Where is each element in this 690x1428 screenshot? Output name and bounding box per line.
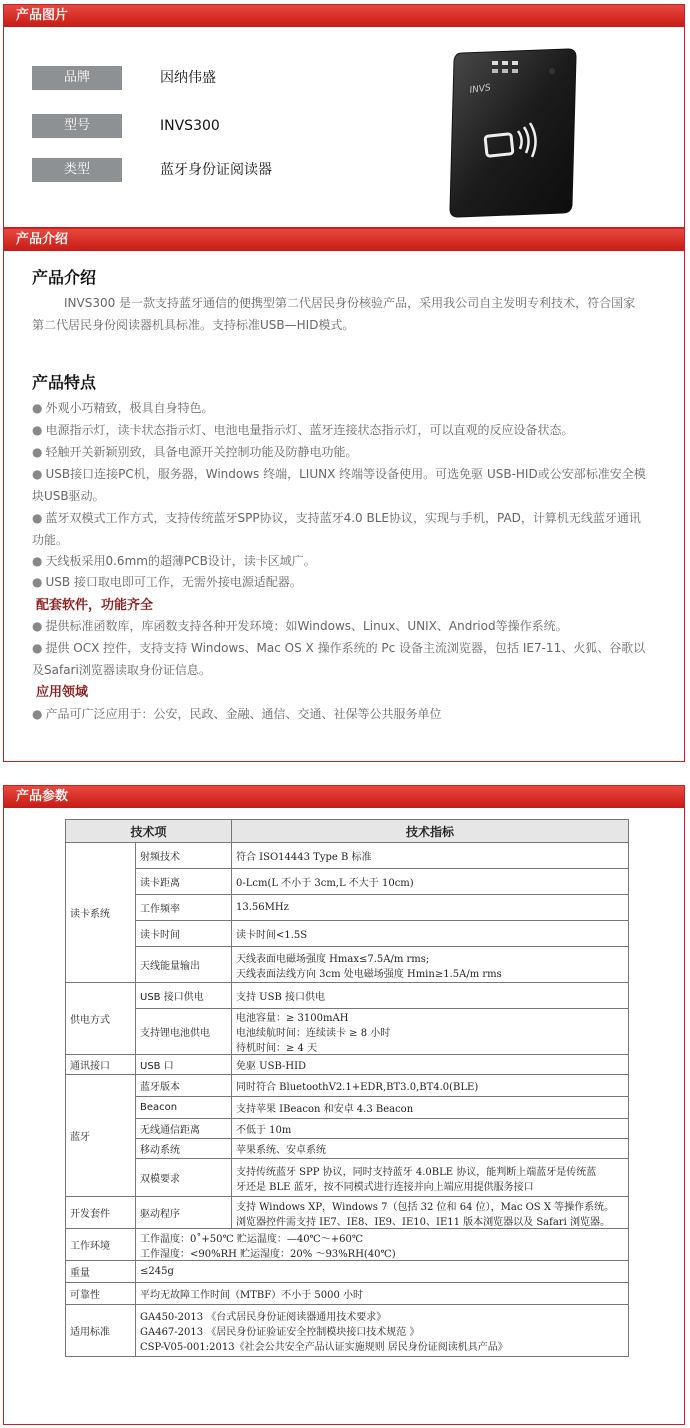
row-category: 重量	[66, 1261, 136, 1283]
feature-text: 天线板采用0.6mm的超薄PCB设计，读卡区域广。	[45, 554, 316, 568]
spec-value: 蓝牙身份证阅读器	[160, 162, 272, 178]
feature-text: 外观小巧精致，极具自身特色。	[45, 401, 214, 415]
feature-text: USB 接口取电即可工作，无需外接电源适配器。	[45, 575, 302, 589]
panel-title: 产品图片	[4, 5, 684, 27]
spec-table-body	[66, 843, 629, 1357]
value-line: 浏览器控件需支持 IE7、IE8、IE9、IE10、IE11 版本浏览器以及 Safari 浏览器。	[236, 1216, 610, 1228]
software-text: 提供 OCX 控件，支持支持 Windows、Mac OS X 操作系统的 Pc 设备主流浏览器，包括 IE7-11、火狐、谷歌以及Safari浏览器读取身份证信息。	[32, 641, 646, 677]
table-row	[66, 1055, 629, 1075]
spec-value: 因纳伟盛	[160, 70, 216, 86]
feature-text: 轻触开关新颖别致，具备电源开关控制功能及防静电功能。	[45, 445, 358, 459]
spec-label: 类型	[32, 158, 122, 182]
software-item: ● 提供 OCX 控件，支持支持 Windows、Mac OS X 操作系统的 Pc 设备主流浏览器，包括 IE7-11、火狐、谷歌以及Safari浏览器读取身份证信息。	[32, 641, 646, 677]
application-heading: 应用领域	[36, 685, 89, 700]
value-line: CSP-V05-001:2013《社会公共安全产品认证实施规则 居民身份证阅读机具产品》	[140, 1342, 508, 1353]
row-item: 双模要求	[136, 1159, 232, 1197]
feature-text: 蓝牙双模式工作方式，支持传统蓝牙SPP协议，支持蓝牙4.0 BLE协议，实现与手机，PAD，计算机无线蓝牙通讯功能。	[32, 511, 641, 547]
spec-label: 型号	[32, 114, 122, 138]
row-value	[232, 895, 629, 921]
value-line: 支持 USB 接口供电	[236, 992, 325, 1003]
row-value	[232, 1197, 629, 1229]
row-category: 可靠性	[66, 1283, 136, 1305]
col-header: 技术指标	[232, 820, 629, 843]
row-category: 开发套件	[66, 1197, 136, 1229]
value-line: 天线表面电磁场强度 Hmax≤7.5A/m rms;	[236, 953, 430, 965]
software-text: 提供标准函数库，库函数支持各种开发环境：如Windows、Linux、UNIX、Andriod等操作系统。	[45, 619, 568, 633]
row-value	[232, 869, 629, 895]
row-value	[232, 843, 629, 869]
value-line: 读卡时间<1.5S	[236, 930, 308, 941]
row-item: 支持锂电池供电	[136, 1009, 232, 1055]
application-text: 产品可广泛应用于：公安，民政、金融、通信、交通、社保等公共服务单位	[45, 707, 442, 721]
row-value	[136, 1305, 629, 1357]
intro-text-content: INVS300 是一款支持蓝牙通信的便携型第二代居民身份核验产品，采用我公司自主发明专利技术，符合国家第二代居民身份阅读器机具标准。支持标准USB—HID模式。	[32, 296, 636, 332]
row-item: 读卡时间	[136, 921, 232, 947]
feature-text: USB接口连接PC机，服务器，Windows 终端，LIUNX 终端等设备使用。可选免驱 USB-HID或公安部标准安全模块USB驱动。	[32, 467, 646, 503]
row-category: 供电方式	[66, 983, 136, 1055]
table-row	[66, 1119, 629, 1139]
value-line: 牙还是 BLE 蓝牙，按不同模式进行连接并向上端应用提供服务接口	[236, 1181, 534, 1193]
row-item: 蓝牙版本	[136, 1075, 232, 1097]
value-line: 免驱 USB-HID	[236, 1061, 307, 1072]
row-item: USB 接口供电	[136, 983, 232, 1009]
row-value	[136, 1283, 629, 1305]
value-line: 支持传统蓝牙 SPP 协议，同时支持蓝牙 4.0BLE 协议，能判断上端蓝牙是传统蓝	[236, 1166, 597, 1178]
row-value	[232, 947, 629, 983]
software-item: ● 提供标准函数库，库函数支持各种开发环境：如Windows、Linux、UNIX、Andriod等操作系统。	[32, 619, 568, 633]
row-category: 读卡系统	[66, 843, 136, 983]
table-row	[66, 869, 629, 895]
software-heading: 配套软件，功能齐全	[36, 598, 154, 613]
row-value	[232, 1119, 629, 1139]
row-item: Beacon	[136, 1097, 232, 1119]
value-line: 支持苹果 IBeacon 和安卓 4.3 Beacon	[236, 1104, 414, 1115]
table-row	[66, 843, 629, 869]
value-line: 电池续航时间：连续读卡 ≥ 8 小时	[236, 1028, 391, 1039]
value-line: 符合 ISO14443 Type B 标准	[236, 852, 372, 863]
value-line: GA450-2013 《台式居民身份证阅读器通用技术要求》	[140, 1312, 387, 1323]
value-line: 同时符合 BluetoothV2.1+EDR,BT3.0,BT4.0(BLE)	[236, 1082, 479, 1093]
row-value	[136, 1229, 629, 1261]
table-row	[66, 1075, 629, 1097]
table-row	[66, 1197, 629, 1229]
row-value	[232, 1097, 629, 1119]
row-value	[232, 1075, 629, 1097]
value-line: 不低于 10m	[236, 1125, 292, 1136]
table-header-row	[66, 820, 629, 843]
value-line: 待机时间：≥ 4 天	[236, 1043, 318, 1054]
value-line: 天线表面法线方向 3cm 处电磁场强度 Hmin≥1.5A/m rms	[236, 968, 502, 980]
features-heading: 产品特点	[32, 373, 97, 392]
value-line: GA467-2013 《居民身份证验证安全控制模块接口技术规范 》	[140, 1327, 420, 1338]
table-row	[66, 1283, 629, 1305]
table-row	[66, 895, 629, 921]
value-line: 电池容量：≥ 3100mAH	[236, 1013, 349, 1024]
table-row	[66, 1097, 629, 1119]
panel-title: 产品介绍	[4, 229, 684, 251]
row-value	[232, 1159, 629, 1197]
row-value	[232, 983, 629, 1009]
row-item: 移动系统	[136, 1139, 232, 1159]
table-row	[66, 1139, 629, 1159]
spec-label: 品牌	[32, 66, 122, 90]
table-row	[66, 1159, 629, 1197]
card-reader-device-image	[440, 45, 580, 220]
spec-value: INVS300	[160, 118, 220, 134]
row-item: 天线能量输出	[136, 947, 232, 983]
application-item: ● 产品可广泛应用于：公安，民政、金融、通信、交通、社保等公共服务单位	[32, 707, 442, 721]
value-line: 工作湿度：<90%RH 贮运湿度：20% ～93%RH(40℃)	[140, 1248, 396, 1260]
value-line: ≤245g	[140, 1266, 174, 1277]
value-line: 13.56MHz	[236, 902, 289, 913]
table-row	[66, 1009, 629, 1055]
value-line: 苹果系统、安卓系统	[236, 1145, 326, 1156]
row-value	[232, 1055, 629, 1075]
row-category: 工作环境	[66, 1229, 136, 1261]
intro-text	[32, 292, 642, 336]
table-row	[66, 921, 629, 947]
row-category: 通讯接口	[66, 1055, 136, 1075]
row-value	[232, 1139, 629, 1159]
col-header: 技术项	[66, 820, 232, 843]
intro-heading: 产品介绍	[32, 268, 97, 287]
spec-table	[65, 819, 629, 1357]
value-line: 平均无故障工作时间（MTBF）不小于 5000 小时	[140, 1290, 364, 1301]
feature-item: ● 电源指示灯，读卡状态指示灯、电池电量指示灯、蓝牙连接状态指示灯，可以直观的反应设备状态。	[32, 423, 574, 437]
panel-title: 产品参数	[4, 786, 684, 808]
row-item: 工作频率	[136, 895, 232, 921]
value-line: 支持 Windows XP，Windows 7（包括 32 位和 64 位），Mac OS X 等操作系统。	[236, 1201, 615, 1213]
feature-item: ● 蓝牙双模式工作方式，支持传统蓝牙SPP协议，支持蓝牙4.0 BLE协议，实现与手机，PAD，计算机无线蓝牙通讯功能。	[32, 511, 641, 547]
feature-item: ● 外观小巧精致，极具自身特色。	[32, 401, 214, 415]
feature-item: ● USB接口连接PC机，服务器，Windows 终端，LIUNX 终端等设备使用。可选免驱 USB-HID或公安部标准安全模块USB驱动。	[32, 467, 646, 503]
row-value	[232, 921, 629, 947]
table-row	[66, 983, 629, 1009]
row-item: USB 口	[136, 1055, 232, 1075]
row-category: 适用标准	[66, 1305, 136, 1357]
table-row	[66, 947, 629, 983]
feature-item: ● 天线板采用0.6mm的超薄PCB设计，读卡区域广。	[32, 554, 316, 568]
table-row	[66, 1305, 629, 1357]
row-value	[232, 1009, 629, 1055]
table-row	[66, 1229, 629, 1261]
row-item: 驱动程序	[136, 1197, 232, 1229]
table-row	[66, 1261, 629, 1283]
feature-item: ● 轻触开关新颖别致，具备电源开关控制功能及防静电功能。	[32, 445, 358, 459]
row-category: 蓝牙	[66, 1075, 136, 1197]
row-item: 无线通信距离	[136, 1119, 232, 1139]
feature-item: ● USB 接口取电即可工作，无需外接电源适配器。	[32, 575, 302, 589]
row-value	[136, 1261, 629, 1283]
value-line: 工作温度：0˚+50℃ 贮运温度：—40℃～+60℃	[140, 1233, 364, 1245]
row-item: 射频技术	[136, 843, 232, 869]
feature-text: 电源指示灯，读卡状态指示灯、电池电量指示灯、蓝牙连接状态指示灯，可以直观的反应设备状态。	[45, 423, 574, 437]
row-item: 读卡距离	[136, 869, 232, 895]
device-logo: INVS	[469, 83, 492, 96]
value-line: 0-Lcm(L 不小于 3cm,L 不大于 10cm)	[236, 878, 414, 889]
